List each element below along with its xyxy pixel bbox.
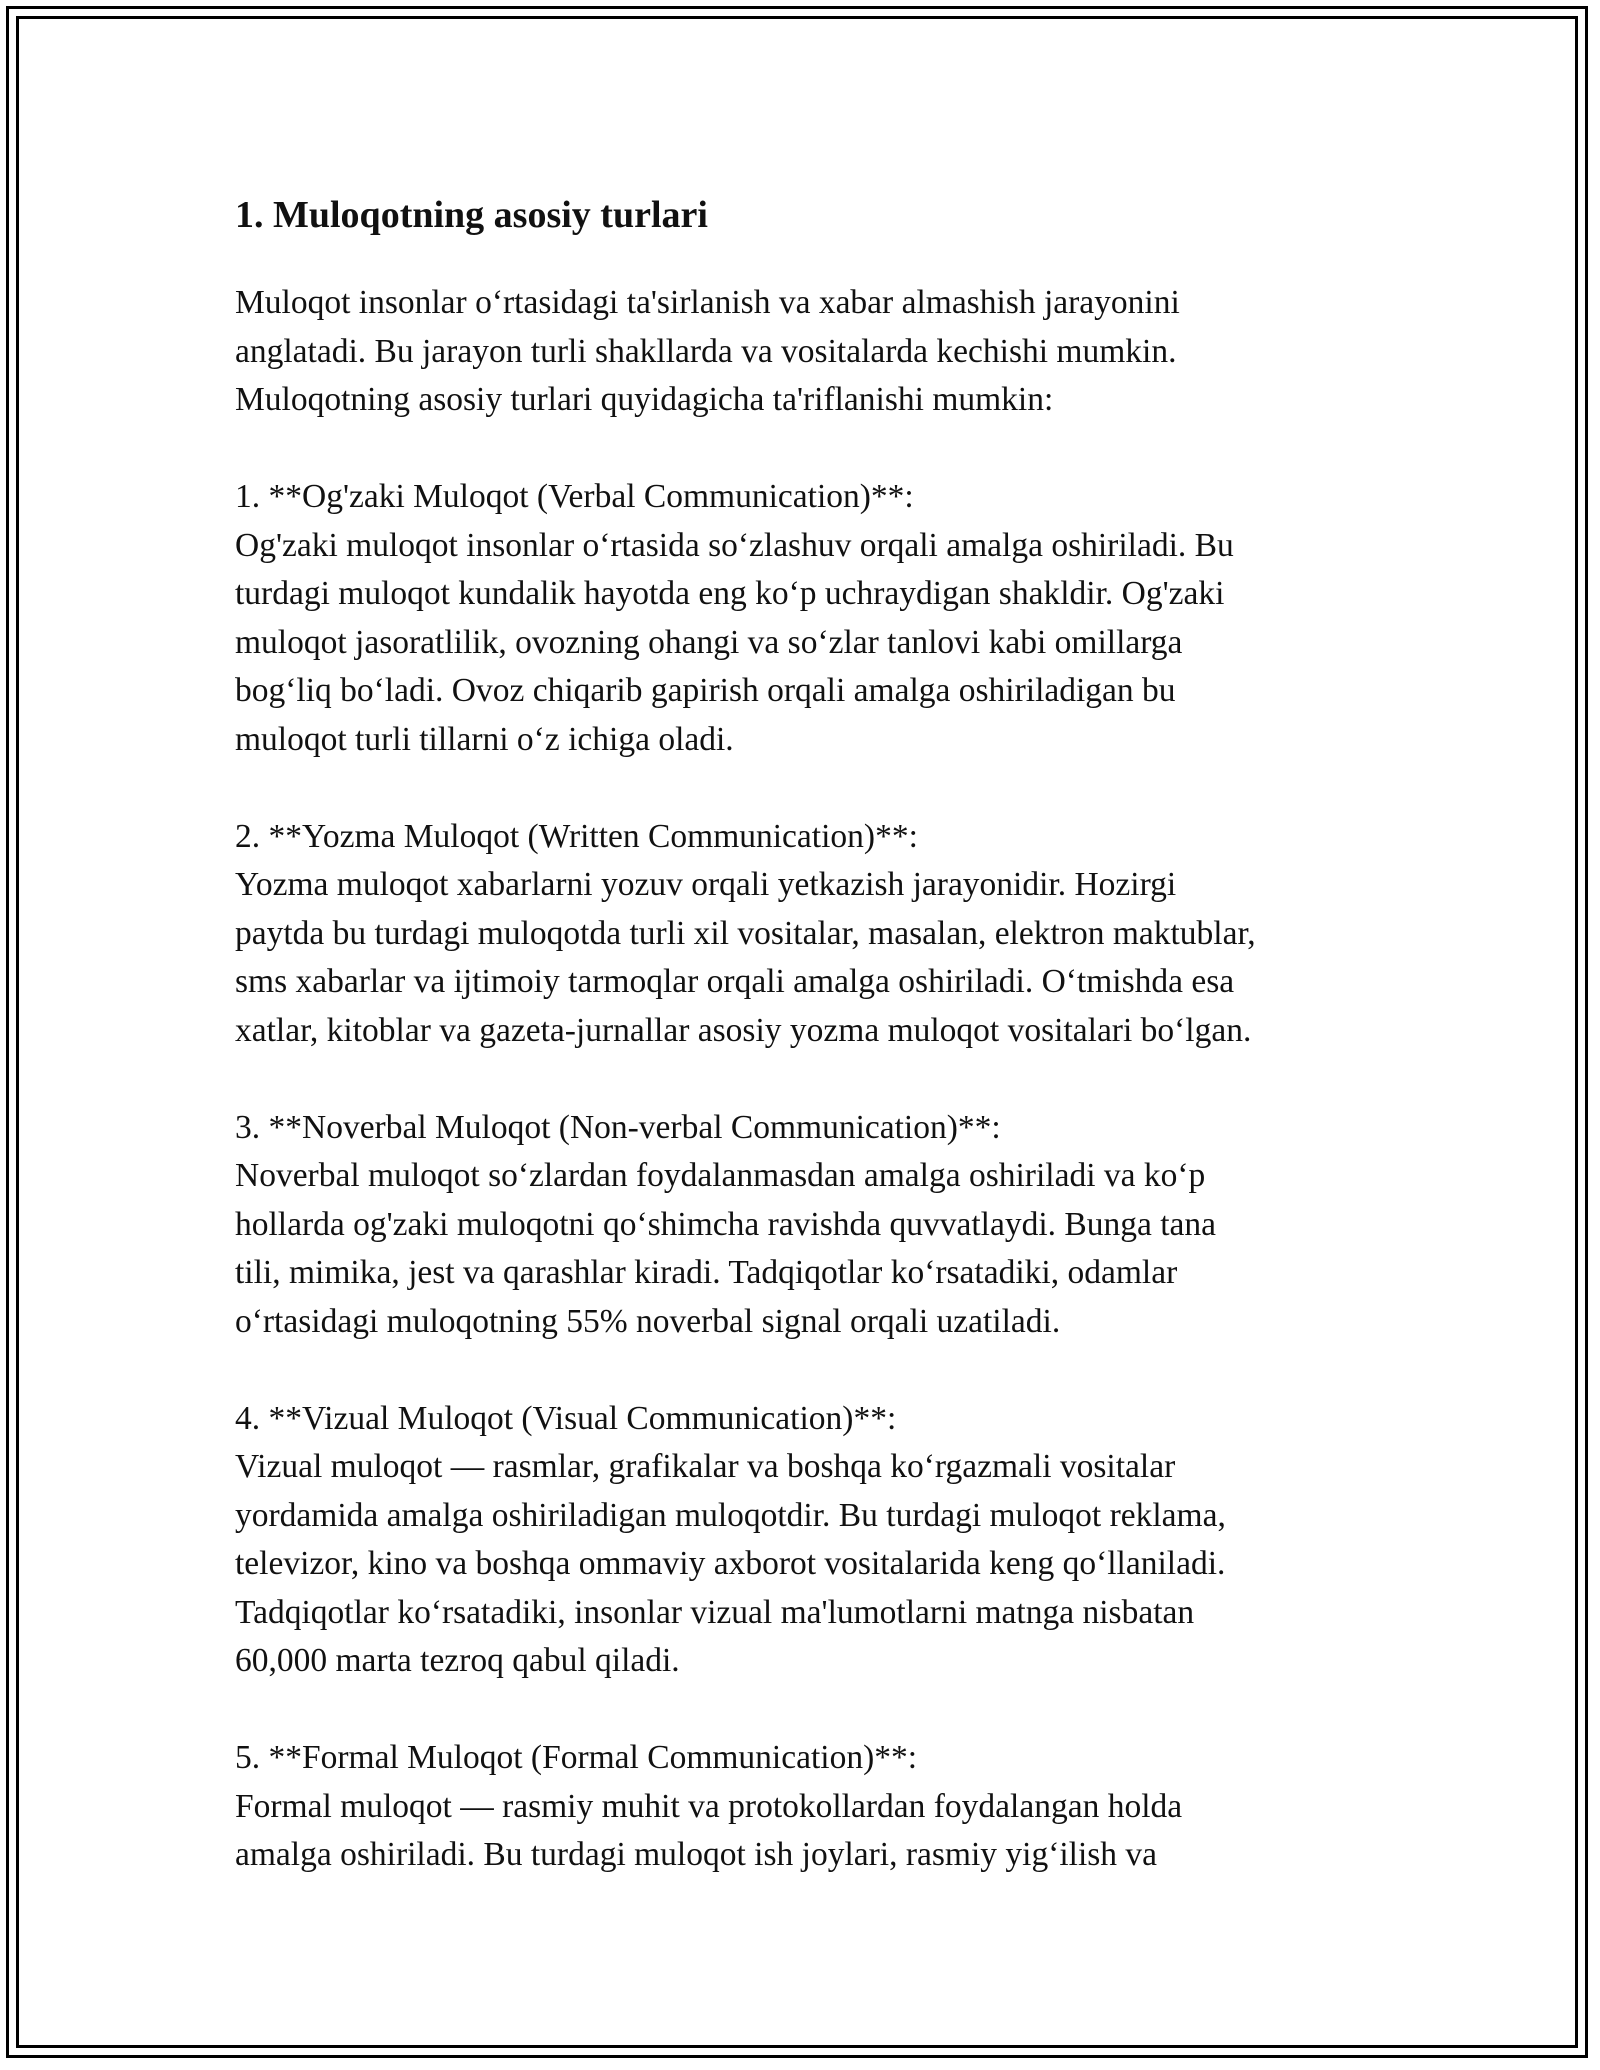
section-title: 5. **Formal Muloqot (Formal Communication)**: (235, 1739, 918, 1776)
section-nonverbal (235, 1104, 1375, 1347)
section-title: 4. **Vizual Muloqot (Visual Communication)**: (235, 1399, 897, 1437)
section-body: Formal muloqot — rasmiy muhit va protokollardan foydalangan holda amalga oshiriladi. Bu turdagi muloqot ish joylari, rasmiy yig‘ilish va (235, 1787, 1183, 1873)
section-verbal (235, 473, 1375, 764)
section-title: 1. **Og'zaki Muloqot (Verbal Communication)**: (235, 478, 914, 515)
paragraph-gap (235, 425, 1375, 474)
section-body: Og'zaki muloqot insonlar o‘rtasida so‘zlashuv orqali amalga oshiriladi. Bu turdagi muloqot kundalik hayotda eng ko‘p uchraydigan shakldir. Og'zaki muloqot jasoratlilik, ovozning ohangi va so‘zlar tanlovi kabi omillarga bog‘liq bo‘ladi. Ovoz chiqarib gapirish orqali amalga oshiriladigan bu muloqot turli tillarni o‘z ichiga oladi. (235, 526, 1234, 758)
section-body: Vizual muloqot — rasmlar, grafikalar va boshqa ko‘rgazmali vositalar yordamida amalga oshiriladigan muloqotdir. Bu turdagi muloqot reklama, televizor, kino va boshqa ommaviy axborot vositalarida keng qo‘llaniladi. Tadqiqotlar ko‘rsatadiki, insonlar vizual ma'lumotlarni matnga nisbatan 60,000 marta tezroq qabul qiladi. (235, 1448, 1226, 1679)
paragraph-gap (235, 1346, 1375, 1395)
intro-paragraph: Muloqot insonlar o‘rtasidagi ta'sirlanish va xabar almashish jarayonini anglatadi. Bu jarayon turli shakllarda va vositalarda kechishi mumkin. Muloqotning asosiy turlari quyidagicha ta'riflanishi mumkin: (235, 284, 1180, 418)
section-written (235, 813, 1375, 1056)
paragraph-gap (235, 1686, 1375, 1735)
section-title: 3. **Noverbal Muloqot (Non-verbal Communication)**: (235, 1108, 1001, 1146)
section-body: Noverbal muloqot so‘zlardan foydalanmasdan amalga oshiriladi va ko‘p hollarda og'zaki muloqotni qo‘shimcha ravishda quvvatlaydi. Bunga tana tili, mimika, jest va qarashlar kiradi. Tadqiqotlar ko‘rsatadiki, odamlar o‘rtasidagi muloqotning 55% noverbal signal orqali uzatiladi. (235, 1157, 1217, 1340)
section-visual (235, 1395, 1375, 1686)
page-title: 1. Muloqotning asosiy turlari (235, 194, 708, 236)
section-title: 2. **Yozma Muloqot (Written Communication)**: (235, 817, 918, 855)
paragraph-gap (235, 764, 1375, 813)
section-formal (235, 1734, 1375, 1880)
section-body: Yozma muloqot xabarlarni yozuv orqali yetkazish jarayonidir. Hozirgi paytda bu turdagi muloqotda turli xil vositalar, masalan, elektron maktublar, sms xabarlar va ijtimoiy tarmoqlar orqali amalga oshiriladi. O‘tmishda esa xatlar, kitoblar va gazeta-jurnallar asosiy yozma muloqot vositalari bo‘lgan. (235, 866, 1256, 1049)
paragraph-gap (235, 1055, 1375, 1104)
document-body (235, 185, 1375, 1880)
